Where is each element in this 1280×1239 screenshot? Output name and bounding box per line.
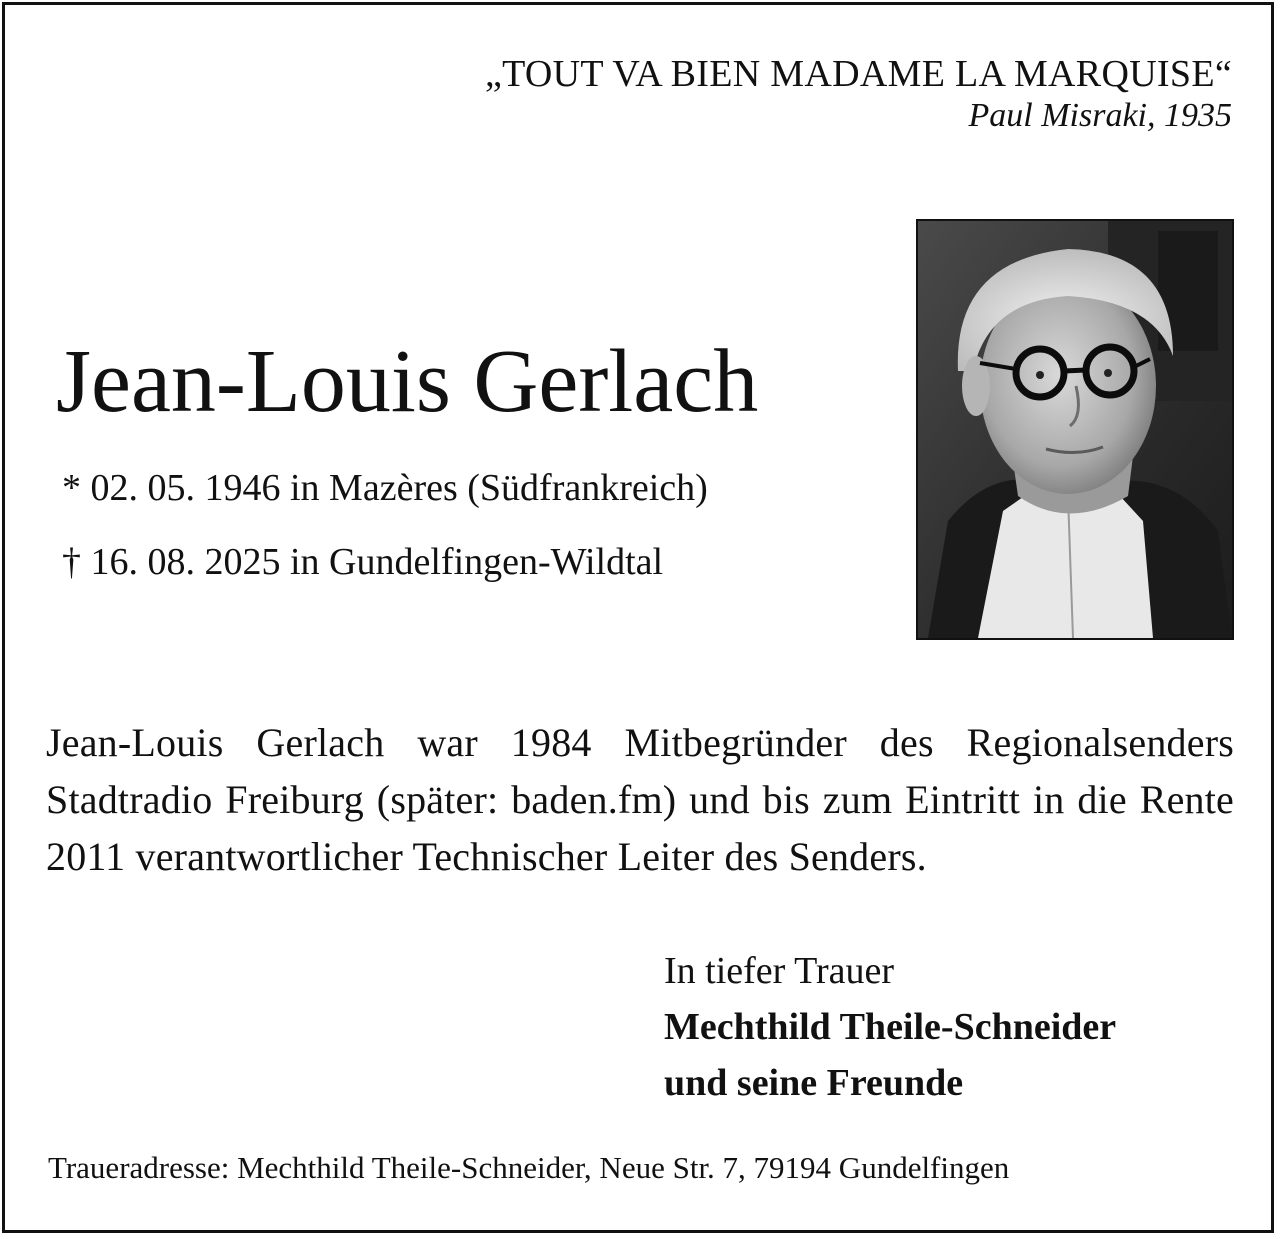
portrait-photo [916, 219, 1234, 640]
motto-source: Paul Misraki, 1935 [968, 97, 1232, 134]
biography-text: Jean-Louis Gerlach war 1984 Mitbegründer des Regionalsenders Stadtradio Freiburg (später: baden.fm) und bis zum Eintritt in die Rente 2011 verantwortlicher Technischer Leiter des Senders. [46, 720, 1234, 879]
motto [485, 52, 1232, 136]
mourners-block [664, 943, 1116, 1111]
mourners-intro: In tiefer Trauer [664, 950, 895, 992]
death-line: † 16. 08. 2025 in Gundelfingen-Wildtal [62, 541, 664, 583]
motto-quote: „TOUT VA BIEN MADAME LA MARQUISE“ [484, 53, 1232, 95]
mourning-address: Traueradresse: Mechthild Theile-Schneider, Neue Str. 7, 79194 Gundelfingen [48, 1150, 1010, 1185]
portrait-photo-icon [918, 221, 1232, 638]
birth-line: * 02. 05. 1946 in Mazères (Südfrankreich) [62, 467, 708, 509]
deceased-name: Jean-Louis Gerlach [56, 332, 759, 431]
mourners-secondary: und seine Freunde [664, 1062, 964, 1104]
mourners-primary: Mechthild Theile-Schneider [664, 1006, 1117, 1048]
